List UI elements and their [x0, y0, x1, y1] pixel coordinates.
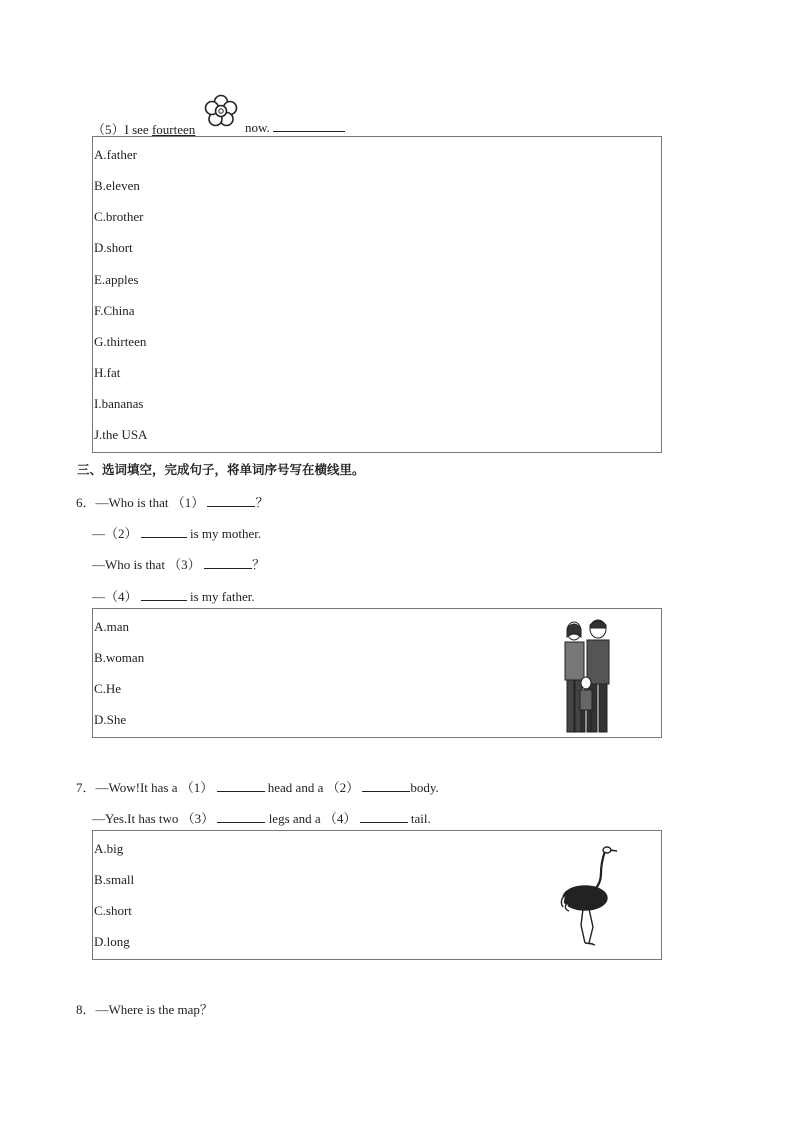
q7-line1: 7．—Wow!It has a （1） head and a （2） body.	[76, 780, 439, 795]
option-b: B.eleven	[94, 178, 140, 193]
question-number: 6．	[76, 495, 96, 510]
option-i: I.bananas	[94, 396, 144, 411]
ostrich-illustration-icon	[555, 843, 625, 949]
q8-line1: 8．—Where is the map？	[76, 1002, 213, 1017]
q6-line2: —（2） is my mother.	[92, 526, 262, 541]
option-d: D.short	[94, 240, 133, 255]
q7-options-box	[92, 830, 662, 960]
option-e: E.apples	[94, 272, 139, 287]
flower-icon	[204, 94, 238, 128]
question-number: 7．	[76, 780, 96, 795]
question-number: 8．	[76, 1002, 96, 1017]
q6-options-box	[92, 608, 662, 738]
q7-blank-1[interactable]	[217, 779, 265, 792]
option-c: C.He	[94, 681, 122, 696]
q5-suffix: now.	[245, 120, 270, 135]
q6-blank-3[interactable]	[204, 556, 252, 569]
option-j: J.the USA	[94, 427, 148, 442]
q5-suffix-line	[245, 119, 345, 136]
option-b: B.woman	[94, 650, 145, 665]
q6-line4: —（4） is my father.	[92, 589, 255, 604]
option-a: A.man	[94, 619, 130, 634]
option-d: D.She	[94, 712, 127, 727]
q5-options-box	[92, 136, 662, 453]
q7-blank-3[interactable]	[217, 810, 265, 823]
option-f: F.China	[94, 303, 135, 318]
q5-word: fourteen	[151, 122, 196, 137]
option-b: B.small	[94, 872, 135, 887]
option-c: C.brother	[94, 209, 144, 224]
q6-blank-2[interactable]	[141, 525, 187, 538]
option-a: A.father	[94, 147, 137, 162]
q7-line2: —Yes.It has two （3） legs and a （4） tail.	[92, 811, 431, 826]
q7-blank-2[interactable]	[362, 779, 410, 792]
option-d: D.long	[94, 934, 130, 949]
section-heading: 三、选词填空，完成句子，将单词序号写在横线里。	[77, 462, 365, 477]
q5-prefix: （5）I see	[92, 122, 152, 137]
family-illustration-icon	[558, 617, 618, 735]
q6-blank-1[interactable]	[207, 494, 255, 507]
option-c: C.short	[94, 903, 132, 918]
option-g: G.thirteen	[94, 334, 147, 349]
option-h: H.fat	[94, 365, 121, 380]
q7-blank-4[interactable]	[360, 810, 408, 823]
q6-line3: —Who is that （3） ？	[92, 557, 265, 572]
option-a: A.big	[94, 841, 124, 856]
q5-answer-blank[interactable]	[273, 119, 345, 132]
q6-line1: 6．—Who is that （1） ？	[76, 495, 269, 510]
q6-blank-4[interactable]	[141, 588, 187, 601]
